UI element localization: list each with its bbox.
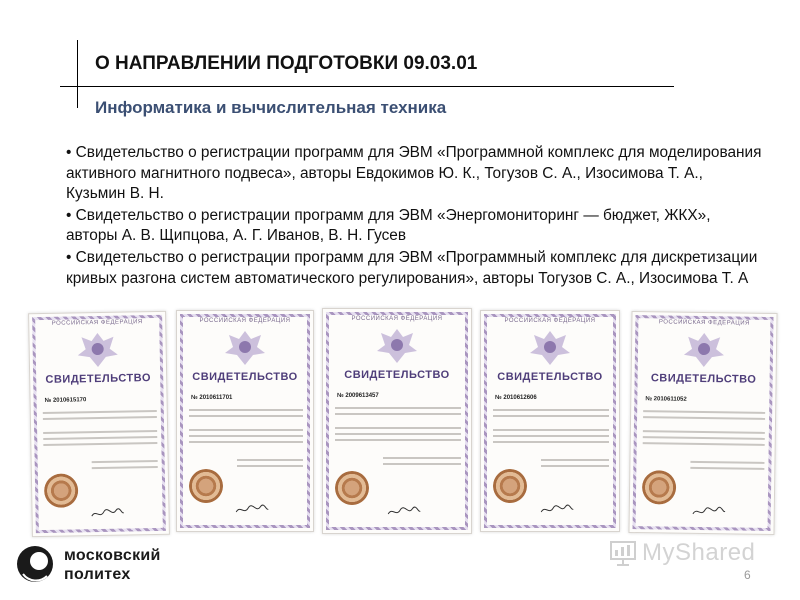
page-number: 6 (744, 568, 751, 582)
certificate-image (322, 308, 472, 534)
logo-line2: политех (64, 566, 131, 583)
title-horizontal-rule (60, 86, 674, 87)
certificate-header: РОССИЙСКАЯ ФЕДЕРАЦИЯ (351, 316, 443, 322)
certificate-number: № 2010612606 (495, 395, 537, 401)
polytech-logo-icon (15, 544, 55, 584)
certificate-image (28, 311, 170, 537)
bullet-item: • Свидетельство о регистрации программ для ЭВМ «Энергомониторинг — бюджет, ЖКХ», авторы А. В. Щипцова, А. Г. Иванов, В. Н. Гусев (66, 206, 711, 245)
coat-of-arms-icon (221, 327, 269, 367)
signature-icon (386, 505, 422, 517)
slide-subtitle: Информатика и вычислительная техника (95, 98, 447, 117)
seal-icon (493, 469, 527, 503)
watermark (608, 538, 755, 568)
certificate-header: РОССИЙСКАЯ ФЕДЕРАЦИЯ (504, 318, 596, 324)
slide-title: О НАПРАВЛЕНИИ ПОДГОТОВКИ 09.03.01 (95, 53, 478, 74)
certificate-header: РОССИЙСКАЯ ФЕДЕРАЦИЯ (51, 319, 143, 327)
certificate-gallery (0, 298, 800, 538)
certificate-word: СВИДЕТЕЛЬСТВО (45, 372, 152, 386)
certificate-number: № 2009613457 (337, 393, 379, 399)
certificate-image (480, 310, 620, 532)
certificate-image (176, 310, 314, 532)
coat-of-arms-icon (680, 329, 729, 370)
bullet-item: • Свидетельство о регистрации программ для ЭВМ «Программный комплекс для дискретизации кривых разгона систем автоматического регулирования», авторы Тогузов С. А., Изосимова Т. А (66, 248, 758, 287)
watermark-text: MyShared (642, 539, 756, 566)
coat-of-arms-icon (373, 325, 421, 365)
coat-of-arms-icon (526, 327, 574, 367)
logo-line1: московский (64, 547, 161, 564)
certificate-header: РОССИЙСКАЯ ФЕДЕРАЦИЯ (658, 319, 750, 327)
university-logo-text (64, 546, 161, 584)
seal-icon (335, 471, 369, 505)
certificate-number: № 2010615170 (44, 397, 87, 404)
certificate-header: РОССИЙСКАЯ ФЕДЕРАЦИЯ (199, 318, 291, 324)
bullet-item: • Свидетельство о регистрации программ для ЭВМ «Программной комплекс для моделирования активного магнитного подвеса», авторы Евдокимов Ю. К., Тогузов С. А., Изосимова Т. А., Кузьмин В. Н. (66, 144, 762, 203)
certificate-image (628, 311, 777, 535)
bullet-list (66, 143, 766, 290)
certificate-word: СВИДЕТЕЛЬСТВО (344, 369, 450, 381)
signature-icon (234, 503, 270, 515)
signature-icon (691, 505, 727, 518)
certificate-number: № 2010611701 (191, 395, 233, 401)
seal-icon (189, 469, 223, 503)
certificate-word: СВИДЕТЕЛЬСТВО (650, 372, 757, 386)
certificate-word: СВИДЕТЕЛЬСТВО (497, 371, 603, 383)
certificate-word: СВИДЕТЕЛЬСТВО (192, 371, 298, 383)
signature-icon (90, 507, 126, 520)
coat-of-arms-icon (73, 329, 122, 370)
title-vertical-rule (77, 40, 78, 108)
signature-icon (539, 503, 575, 515)
certificate-number: № 2010611052 (645, 396, 687, 403)
presentation-board-icon (608, 538, 638, 568)
